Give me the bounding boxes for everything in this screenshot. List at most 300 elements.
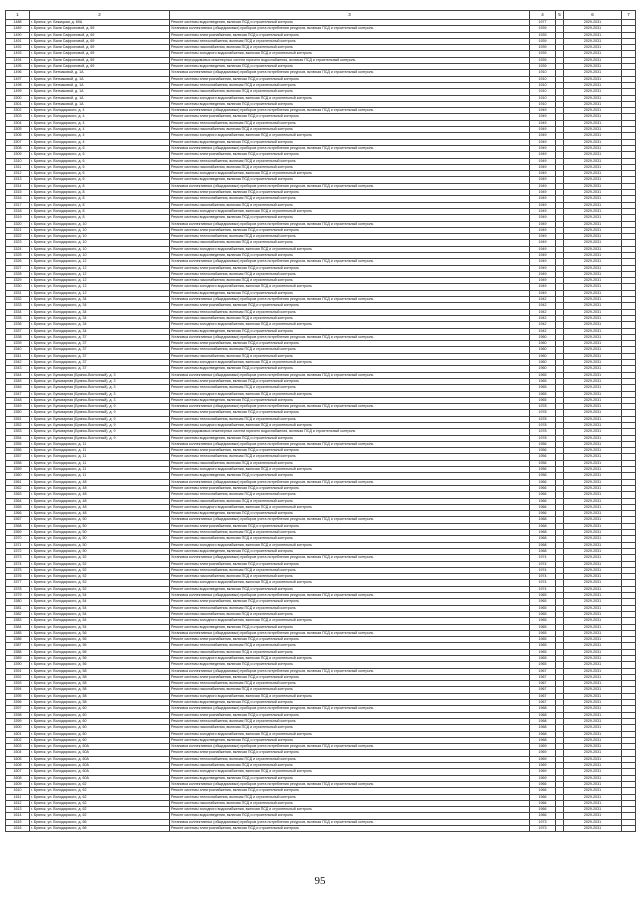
period-cell: 2029-2031 [564,441,622,447]
row-number-cell: 1512 [6,171,30,177]
work-type-cell: Ремонт системы электроснабжения, включая ПСД и строительный контроль [170,637,530,643]
row-number-cell: 1489 [6,26,30,32]
work-type-cell: Ремонт системы газоснабжения, включая ПСД и строительный контроль [170,574,530,580]
period-cell: 2029-2031 [564,479,622,485]
address-cell: г. Брянск, ул. Володарского, д. 62 [30,807,170,813]
address-cell: г. Брянск, ул. Володарского, д. 60А [30,750,170,756]
row-number-cell: 1610 [6,788,30,794]
address-cell: г. Брянск, ул. Володарского, д. 48 [30,511,170,517]
year-cell: 1966 [530,504,556,510]
year-cell: 1966 [530,498,556,504]
row-number-cell: 1541 [6,353,30,359]
address-cell: г. Брянск, ул. Володарского, д. 56 [30,643,170,649]
period-cell: 2029-2031 [564,624,622,630]
period-cell: 2029-2031 [564,89,622,95]
work-type-cell: Ремонт системы теплоснабжения, включая ПСД и строительный контроль [170,492,530,498]
row-number-cell: 1501 [6,101,30,107]
period-cell: 2029-2031 [564,769,622,775]
year-cell: 1949 [530,208,556,214]
period-cell: 2029-2031 [564,681,622,687]
year-cell: 1968 [530,737,556,743]
work-type-cell: Ремонт системы водоотведения, включая ПСД и строительный контроль [170,435,530,441]
table-row [6,404,636,410]
work-type-cell: Ремонт системы водоотведения, включая ПСД и строительный контроль [170,662,530,668]
work-type-cell: Ремонт системы теплоснабжения, включая ПСД и строительный контроль [170,454,530,460]
year-cell: 1939 [530,57,556,63]
period-cell: 2029-2031 [564,303,622,309]
period-cell: 2029-2031 [564,763,622,769]
row-number-cell: 1580 [6,599,30,605]
address-cell: г. Брянск, ул. Володарского, д. 60 [30,706,170,712]
address-cell: г. Брянск, ул. Володарского, д. 60А [30,769,170,775]
work-type-cell: Ремонт системы водоотведения, включая ПСД и строительный контроль [170,700,530,706]
row-number-cell: 1566 [6,511,30,517]
period-cell: 2029-2031 [564,517,622,523]
period-cell: 2029-2031 [564,164,622,170]
work-type-cell: Ремонт системы холодного водоснабжения, включая ПСД и строительный контроль [170,51,530,57]
row-number-cell: 1576 [6,574,30,580]
row-number-cell: 1507 [6,139,30,145]
period-cell: 2029-2031 [564,246,622,252]
header-cell-4: 4 [530,11,556,20]
year-cell: 1949 [530,227,556,233]
work-type-cell: Ремонт системы электроснабжения, включая ПСД и строительный контроль [170,265,530,271]
address-cell: г. Брянск, ул. Володарского, д. 10 [30,246,170,252]
address-cell: г. Брянск, ул. Бульварная (Брянск-Восточный), д. 9 [30,410,170,416]
year-cell: 1969 [530,775,556,781]
address-cell: г. Брянск, ул. Володарского, д. 6 [30,177,170,183]
year-cell: 1956 [530,448,556,454]
address-cell: г. Брянск, ул. Володарского, д. 56 [30,630,170,636]
period-cell: 2029-2031 [564,687,622,693]
period-cell: 2029-2031 [564,662,622,668]
table-row [6,826,636,832]
work-type-cell: Ремонт системы газоснабжения, включая ПСД и строительный контроль [170,127,530,133]
period-cell: 2029-2031 [564,693,622,699]
work-type-cell: Ремонт системы холодного водоснабжения, включая ПСД и строительный контроль [170,769,530,775]
row-number-cell: 1506 [6,133,30,139]
address-cell: г. Брянск, ул. Вали Сафроновой, д. 69 [30,51,170,57]
row-number-cell: 1496 [6,70,30,76]
period-cell: 2029-2031 [564,580,622,586]
period-cell: 2029-2031 [564,196,622,202]
period-cell: 2029-2031 [564,410,622,416]
row-number-cell: 1537 [6,328,30,334]
row-number-cell: 1555 [6,441,30,447]
period-cell: 2029-2031 [564,611,622,617]
address-cell: г. Брянск, ул. Венчаковой, д. 1А [30,101,170,107]
period-cell: 2029-2031 [564,649,622,655]
work-type-cell: Установка коллективных (общедомовых) приборов учета потребления ресурсов, включая ПСД и строительный контроль [170,441,530,447]
year-cell: 1978 [530,416,556,422]
address-cell: г. Брянск, ул. Вали Сафроновой, д. 69 [30,32,170,38]
address-cell: г. Брянск, ул. Володарского, д. 8 [30,190,170,196]
row-number-cell: 1609 [6,781,30,787]
row-number-cell: 1520 [6,221,30,227]
row-number-cell: 1534 [6,309,30,315]
table-row [6,429,636,435]
address-cell: г. Брянск, ул. Володарского, д. 56 [30,662,170,668]
period-cell: 2029-2031 [564,177,622,183]
row-number-cell: 1599 [6,718,30,724]
row-number-cell: 1557 [6,454,30,460]
address-cell: г. Брянск, ул. Венчаковой, д. 1А [30,95,170,101]
row-number-cell: 1613 [6,807,30,813]
work-type-cell: Ремонт системы холодного водоснабжения, включая ПСД и строительный контроль [170,618,530,624]
period-cell: 2029-2031 [564,265,622,271]
work-type-cell: Установка коллективных (общедомовых) приборов учета потребления ресурсов, включая ПСД и строительный контроль [170,555,530,561]
period-cell: 2029-2031 [564,498,622,504]
year-cell: 1968 [530,517,556,523]
year-cell: 1942 [530,328,556,334]
work-type-cell: Ремонт системы теплоснабжения, включая ПСД и строительный контроль [170,567,530,573]
row-number-cell: 1608 [6,775,30,781]
period-cell: 2029-2031 [564,190,622,196]
row-number-cell: 1488 [6,20,30,26]
work-type-cell: Ремонт системы холодного водоснабжения, включая ПСД и строительный контроль [170,360,530,366]
address-cell: г. Брянск, ул. Венчаковой, д. 1А [30,89,170,95]
work-type-cell: Ремонт системы холодного водоснабжения, включая ПСД и строительный контроль [170,807,530,813]
period-cell: 2029-2031 [564,64,622,70]
period-cell: 2029-2031 [564,712,622,718]
period-cell: 2029-2031 [564,127,622,133]
address-cell: г. Брянск, ул. Володарского, д. 58 [30,693,170,699]
year-cell: 1967 [530,700,556,706]
address-cell: г. Брянск, ул. Володарского, д. 6 [30,158,170,164]
work-type-cell: Установка коллективных (общедомовых) приборов учета потребления ресурсов, включая ПСД и строительный контроль [170,744,530,750]
year-cell: 1968 [530,706,556,712]
period-cell: 2029-2031 [564,800,622,806]
period-cell: 2029-2031 [564,139,622,145]
year-cell: 1956 [530,454,556,460]
row-number-cell: 1502 [6,108,30,114]
year-cell: 1949 [530,278,556,284]
period-cell: 2029-2031 [564,378,622,384]
row-number-cell: 1595 [6,693,30,699]
address-cell: г. Брянск, ул. Володарского, д. 62 [30,800,170,806]
row-number-cell: 1615 [6,819,30,825]
row-number-cell: 1536 [6,322,30,328]
period-cell: 2029-2031 [564,152,622,158]
period-cell: 2029-2031 [564,605,622,611]
work-type-cell: Ремонт системы теплоснабжения, включая ПСД и строительный контроль [170,794,530,800]
work-type-cell: Ремонт системы электроснабжения, включая ПСД и строительный контроль [170,410,530,416]
work-type-cell: Ремонт системы теплоснабжения, включая ПСД и строительный контроль [170,82,530,88]
address-cell: г. Брянск, ул. Володарского, д. 60А [30,763,170,769]
work-type-cell: Ремонт системы теплоснабжения, включая ПСД и строительный контроль [170,643,530,649]
address-cell: г. Брянск, ул. Володарского, д. 50 [30,542,170,548]
work-type-cell: Ремонт системы водоотведения, включая ПСД и строительный контроль [170,139,530,145]
work-type-cell: Ремонт системы водоотведения, включая ПСД и строительный контроль [170,775,530,781]
work-type-cell: Ремонт системы теплоснабжения, включая ПСД и строительный контроль [170,718,530,724]
row-number-cell: 1524 [6,246,30,252]
address-cell: г. Брянск, ул. Володарского, д. 58 [30,674,170,680]
work-type-cell: Ремонт системы теплоснабжения, включая ПСД и строительный контроль [170,271,530,277]
row-number-cell: 1519 [6,215,30,221]
year-cell: 1965 [530,605,556,611]
year-cell: 1960 [530,341,556,347]
period-cell: 2029-2031 [564,826,622,832]
work-type-cell: Ремонт системы холодного водоснабжения, включая ПСД и строительный контроль [170,391,530,397]
row-number-cell: 1547 [6,391,30,397]
address-cell: г. Брянск, ул. Бульварная (Брянск-Восточный), д. 3 [30,397,170,403]
row-number-cell: 1592 [6,674,30,680]
year-cell: 1969 [530,750,556,756]
work-type-cell: Ремонт системы водоотведения, включая ПСД и строительный контроль [170,20,530,26]
table-body [6,20,636,832]
row-number-cell: 1500 [6,95,30,101]
year-cell: 1968 [530,718,556,724]
address-cell: г. Брянск, ул. Володарского, д. 50 [30,530,170,536]
year-cell: 1910 [530,82,556,88]
work-type-cell: Ремонт системы водоотведения, включая ПСД и строительный контроль [170,101,530,107]
address-cell: г. Брянск, ул. Володарского, д. 50 [30,548,170,554]
period-cell: 2029-2031 [564,328,622,334]
year-cell: 1965 [530,378,556,384]
year-cell: 1974 [530,586,556,592]
year-cell: 1939 [530,32,556,38]
row-number-cell: 1577 [6,580,30,586]
address-cell: г. Брянск, ул. Володарского, д. 8 [30,196,170,202]
address-cell: г. Брянск, ул. Володарского, д. 52 [30,561,170,567]
year-cell: 1949 [530,133,556,139]
row-number-cell: 1509 [6,152,30,158]
period-cell: 2029-2031 [564,271,622,277]
address-cell: г. Брянск, ул. Володарского, д. 54 [30,599,170,605]
work-type-cell: Ремонт системы электроснабжения, включая ПСД и строительный контроль [170,152,530,158]
period-cell: 2029-2031 [564,404,622,410]
work-type-cell: Ремонт системы электроснабжения, включая ПСД и строительный контроль [170,448,530,454]
period-cell: 2029-2031 [564,655,622,661]
work-type-cell: Ремонт системы теплоснабжения, включая ПСД и строительный контроль [170,530,530,536]
period-cell: 2029-2031 [564,215,622,221]
row-number-cell: 1561 [6,479,30,485]
year-cell: 1969 [530,744,556,750]
period-cell: 2029-2031 [564,813,622,819]
address-cell: г. Брянск, ул. Володарского, д. 4 [30,139,170,145]
work-type-cell: Установка коллективных (общедомовых) приборов учета потребления ресурсов, включая ПСД и строительный контроль [170,372,530,378]
header-cell-3: 3 [170,11,530,20]
year-cell: 1949 [530,252,556,258]
period-cell: 2029-2031 [564,297,622,303]
work-type-cell: Ремонт системы газоснабжения, включая ПСД и строительный контроль [170,353,530,359]
address-cell: г. Брянск, ул. Володарского, д. 50 [30,517,170,523]
address-cell: г. Брянск, ул. Володарского, д. 62 [30,781,170,787]
year-cell: 1956 [530,460,556,466]
year-cell: 1942 [530,297,556,303]
period-cell: 2029-2031 [564,145,622,151]
work-type-cell: Ремонт внутридомовых инженерных систем горячего водоснабжения, включая ПСД и строительный контроль [170,57,530,63]
row-number-cell: 1598 [6,712,30,718]
row-number-cell: 1490 [6,32,30,38]
period-cell: 2029-2031 [564,435,622,441]
period-cell: 2029-2031 [564,593,622,599]
row-number-cell: 1494 [6,57,30,63]
year-cell: 1965 [530,662,556,668]
year-cell: 1974 [530,561,556,567]
row-number-cell: 1532 [6,297,30,303]
year-cell: 1967 [530,693,556,699]
period-cell: 2029-2031 [564,101,622,107]
year-cell: 1956 [530,467,556,473]
work-type-cell: Ремонт системы электроснабжения, включая ПСД и строительный контроль [170,32,530,38]
address-cell: г. Брянск, ул. Володарского, д. 6 [30,171,170,177]
year-cell: 1939 [530,38,556,44]
year-cell: 1974 [530,580,556,586]
header-row [6,11,636,20]
row-number-cell: 1546 [6,385,30,391]
year-cell: 1967 [530,681,556,687]
work-type-cell: Ремонт системы водоотведения, включая ПСД и строительный контроль [170,737,530,743]
row-number-cell: 1505 [6,127,30,133]
year-cell: 1966 [530,807,556,813]
work-type-cell: Установка коллективных (общедомовых) приборов учета потребления ресурсов, включая ПСД и строительный контроль [170,630,530,636]
work-type-cell: Ремонт системы холодного водоснабжения, включая ПСД и строительный контроль [170,693,530,699]
work-type-cell: Ремонт системы водоотведения, включая ПСД и строительный контроль [170,511,530,517]
year-cell: 1949 [530,215,556,221]
row-number-cell: 1554 [6,435,30,441]
period-cell: 2029-2031 [564,32,622,38]
address-cell: г. Брянск, ул. Володарского, д. 52 [30,574,170,580]
address-cell: г. Брянск, ул. Володарского, д. 54 [30,611,170,617]
address-cell: г. Брянск, ул. Володарского, д. 4 [30,133,170,139]
work-type-cell: Ремонт системы теплоснабжения, включая ПСД и строительный контроль [170,234,530,240]
period-cell: 2029-2031 [564,485,622,491]
work-type-cell: Установка коллективных (общедомовых) приборов учета потребления ресурсов, включая ПСД и строительный контроль [170,404,530,410]
year-cell: 1949 [530,284,556,290]
address-cell: г. Брянск, ул. Бульварная (Брянск-Восточный), д. 3 [30,372,170,378]
work-type-cell: Установка коллективных (общедомовых) приборов учета потребления ресурсов, включая ПСД и строительный контроль [170,221,530,227]
address-cell: г. Брянск, ул. Володарского, д. 37 [30,334,170,340]
period-cell: 2029-2031 [564,454,622,460]
period-cell: 2029-2031 [564,51,622,57]
work-type-cell: Ремонт системы электроснабжения, включая ПСД и строительный контроль [170,378,530,384]
work-type-cell: Ремонт системы газоснабжения, включая ПСД и строительный контроль [170,89,530,95]
period-cell: 2029-2031 [564,385,622,391]
address-cell: г. Брянск, ул. Володарского, д. 60А [30,756,170,762]
row-number-cell: 1574 [6,561,30,567]
row-number-cell: 1550 [6,410,30,416]
address-cell: г. Брянск, ул. Володарского, д. 48 [30,485,170,491]
header-cell-7: 7 [622,11,636,20]
period-cell: 2029-2031 [564,536,622,542]
address-cell: г. Брянск, ул. Володарского, д. 6 [30,145,170,151]
row-number-cell: 1497 [6,76,30,82]
year-cell: 1968 [530,548,556,554]
period-cell: 2029-2031 [564,240,622,246]
address-cell: г. Брянск, ул. Володарского, д. 56 [30,655,170,661]
year-cell: 1949 [530,139,556,145]
row-number-cell: 1564 [6,498,30,504]
period-cell: 2029-2031 [564,158,622,164]
year-cell: 1966 [530,813,556,819]
row-number-cell: 1504 [6,120,30,126]
period-cell: 2029-2031 [564,574,622,580]
row-number-cell: 1539 [6,341,30,347]
work-type-cell: Ремонт системы электроснабжения, включая ПСД и строительный контроль [170,788,530,794]
period-cell: 2029-2031 [564,492,622,498]
address-cell: г. Брянск, ул. Володарского, д. 4 [30,108,170,114]
year-cell: 1949 [530,290,556,296]
period-cell: 2029-2031 [564,372,622,378]
period-cell: 2029-2031 [564,448,622,454]
work-type-cell: Ремонт системы газоснабжения, включая ПСД и строительный контроль [170,202,530,208]
work-type-cell: Ремонт системы холодного водоснабжения, включая ПСД и строительный контроль [170,731,530,737]
work-type-cell: Ремонт системы холодного водоснабжения, включая ПСД и строительный контроль [170,542,530,548]
year-cell: 1965 [530,618,556,624]
work-type-cell: Ремонт системы электроснабжения, включая ПСД и строительный контроль [170,114,530,120]
address-cell: г. Брянск, ул. Володарского, д. 54 [30,605,170,611]
row-number-cell: 1591 [6,668,30,674]
row-number-cell: 1545 [6,378,30,384]
address-cell: г. Брянск, ул. Володарского, д. 52 [30,580,170,586]
period-cell: 2029-2031 [564,788,622,794]
year-cell: 1973 [530,819,556,825]
year-cell: 1942 [530,303,556,309]
address-cell: г. Брянск, ул. Володарского, д. 34 [30,322,170,328]
row-number-cell: 1600 [6,725,30,731]
year-cell: 1942 [530,309,556,315]
address-cell: г. Брянск, ул. Володарского, д. 8 [30,215,170,221]
work-type-cell: Ремонт системы водоотведения, включая ПСД и строительный контроль [170,215,530,221]
row-number-cell: 1562 [6,485,30,491]
period-cell: 2029-2031 [564,26,622,32]
work-type-cell: Ремонт системы электроснабжения, включая ПСД и строительный контроль [170,190,530,196]
period-cell: 2029-2031 [564,114,622,120]
header-cell-1: 1 [6,11,30,20]
address-cell: г. Брянск, ул. Бульварная (Брянск-Восточный), д. 9 [30,423,170,429]
row-number-cell: 1587 [6,643,30,649]
work-type-cell: Ремонт системы холодного водоснабжения, включая ПСД и строительный контроль [170,655,530,661]
period-cell: 2029-2031 [564,366,622,372]
work-type-cell: Ремонт системы холодного водоснабжения, включая ПСД и строительный контроль [170,467,530,473]
year-cell: 1968 [530,731,556,737]
address-cell: г. Брянск, ул. Володарского, д. 37 [30,347,170,353]
year-cell: 1960 [530,366,556,372]
work-type-cell: Установка коллективных (общедомовых) приборов учета потребления ресурсов, включая ПСД и строительный контроль [170,297,530,303]
work-type-cell: Установка коллективных (общедомовых) приборов учета потребления ресурсов, включая ПСД и строительный контроль [170,668,530,674]
address-cell: г. Брянск, ул. Вали Сафроновой, д. 69 [30,64,170,70]
address-cell: г. Брянск, ул. Володарского, д. 66 [30,826,170,832]
row-number-cell: 1589 [6,655,30,661]
row-number-cell: 1525 [6,252,30,258]
address-cell: г. Брянск, ул. Бульварная (Брянск-Восточный), д. 9 [30,435,170,441]
year-cell: 1960 [530,360,556,366]
work-type-cell: Ремонт системы электроснабжения, включая ПСД и строительный контроль [170,341,530,347]
work-type-cell: Ремонт системы теплоснабжения, включая ПСД и строительный контроль [170,38,530,44]
year-cell: 1974 [530,555,556,561]
period-cell: 2029-2031 [564,70,622,76]
row-number-cell: 1571 [6,542,30,548]
year-cell: 1949 [530,108,556,114]
year-cell: 1967 [530,668,556,674]
row-number-cell: 1579 [6,593,30,599]
address-cell: г. Брянск, ул. Володарского, д. 11 [30,473,170,479]
row-number-cell: 1495 [6,64,30,70]
address-cell: г. Брянск, ул. Володарского, д. 10 [30,221,170,227]
period-cell: 2029-2031 [564,208,622,214]
work-type-cell: Ремонт системы холодного водоснабжения, включая ПСД и строительный контроль [170,208,530,214]
row-number-cell: 1533 [6,303,30,309]
empty-cell [556,826,564,832]
year-cell: 1942 [530,315,556,321]
address-cell: г. Брянск, ул. Володарского, д. 58 [30,700,170,706]
period-cell: 2029-2031 [564,555,622,561]
period-cell: 2029-2031 [564,259,622,265]
year-cell: 1966 [530,492,556,498]
year-cell: 1966 [530,511,556,517]
work-type-cell: Установка коллективных (общедомовых) приборов учета потребления ресурсов, включая ПСД и строительный контроль [170,70,530,76]
